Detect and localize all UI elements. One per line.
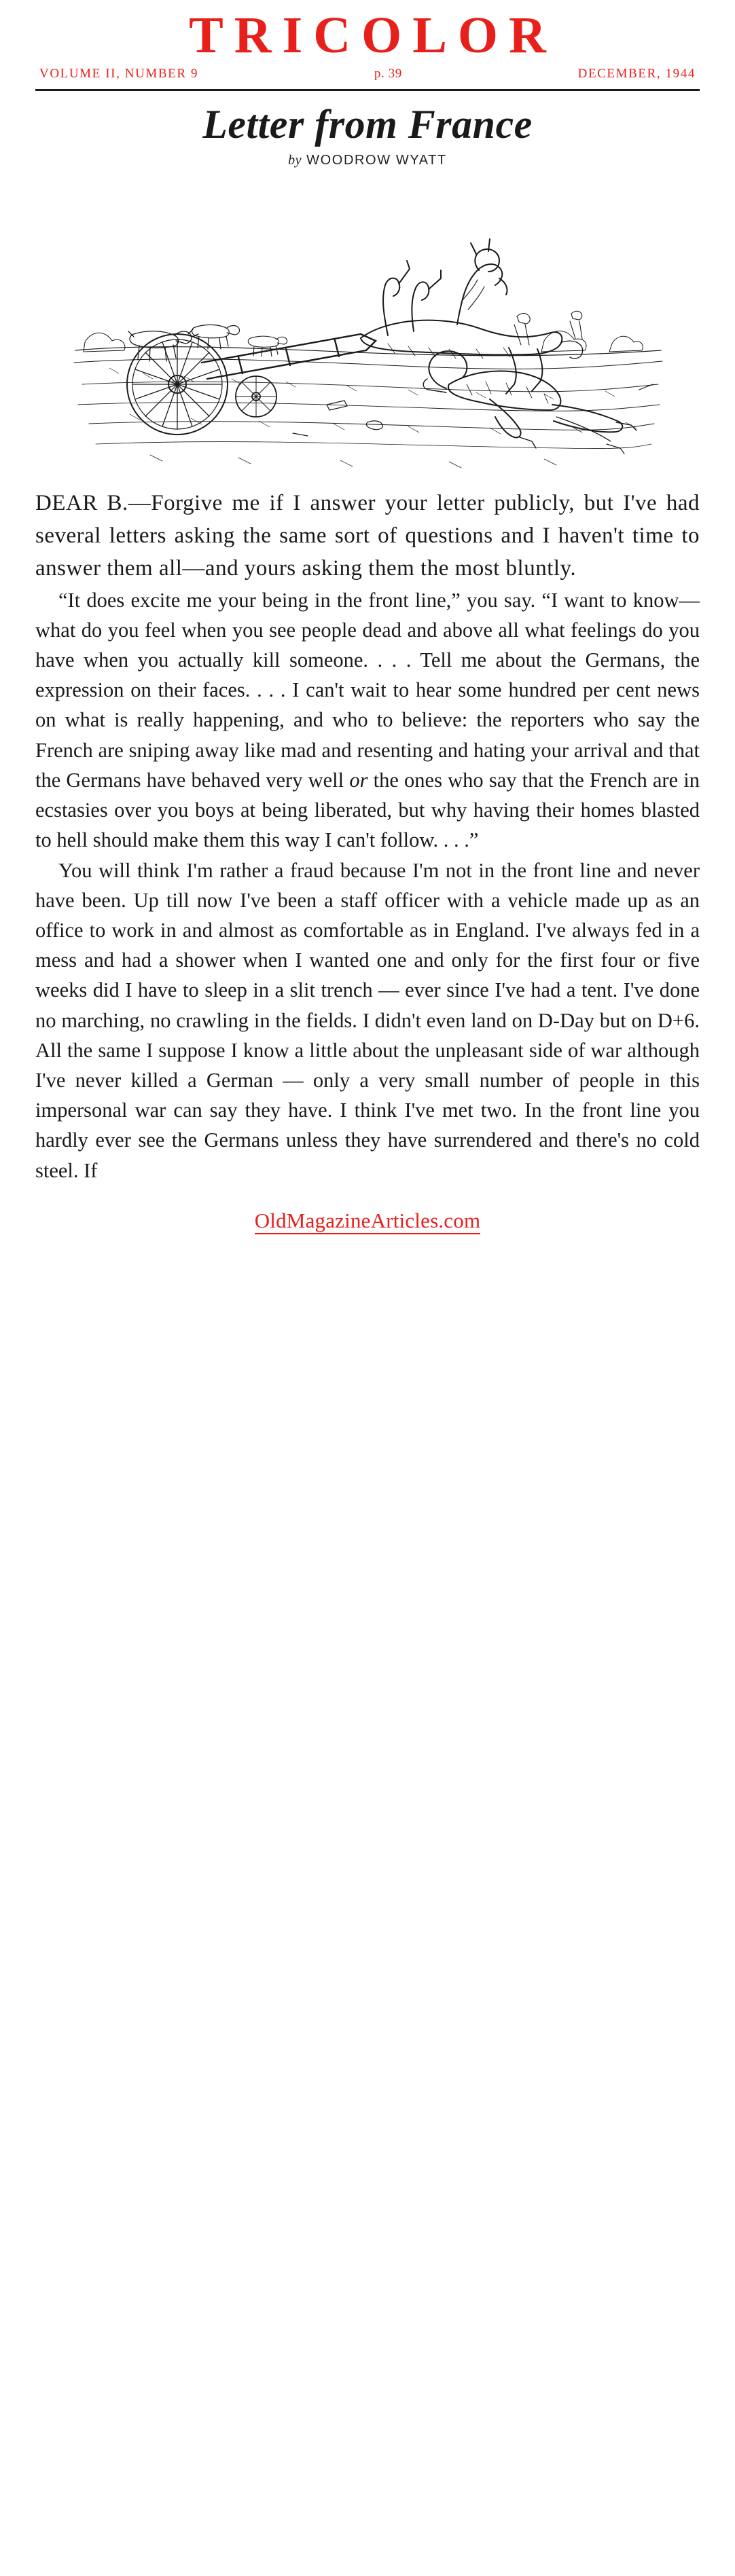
paragraph-3-text: You will think I'm rather a fraud because I'm not in the front line and never have been. Up till now I've been a staff officer with a vehicle made up as an office to work in and almost as comfortable as in England. I've always fed in a mess and had a shower when I wanted one and only for the first four or five weeks did I have to sleep in a slit trench — ever since I've had a tent. I've done no marching, no crawling in the fields. I didn't even land on D-Day but on D+6. All the same I suppose I know a little about the unpleasant side of war although I've never killed a German — only a very small number of people in this impersonal war can say they have. I think I've met two. In the front line you hardly ever see the Germans unless they have surrendered and there's no cold steel. If — [35, 858, 700, 1182]
byline-prefix: by — [288, 153, 302, 168]
article-body — [35, 487, 700, 1185]
article-illustration — [69, 181, 666, 473]
paragraph-3 — [35, 855, 700, 1185]
paragraph-2 — [35, 585, 700, 855]
page-footer — [35, 1209, 700, 1251]
issue-date: DECEMBER, 1944 — [577, 67, 696, 81]
page-number: p. 39 — [374, 67, 402, 81]
article-title: Letter from France — [202, 102, 533, 147]
masthead — [35, 0, 700, 91]
byline — [35, 153, 700, 168]
paragraph-1 — [35, 487, 700, 585]
source-site-link[interactable]: OldMagazineArticles.com — [255, 1209, 481, 1234]
author-name: WOODROW WYATT — [306, 153, 447, 168]
issue-line — [35, 67, 700, 81]
paragraph-1-text: DEAR B.—Forgive me if I answer your letter publicly, but I've had several letters asking the same sort of questions and I haven't time to answer them all—and yours asking them the most bluntly. — [35, 491, 700, 581]
magazine-title: TRICOLOR — [189, 7, 557, 64]
volume-number: VOLUME II, NUMBER 9 — [39, 67, 199, 81]
paragraph-2-text: “It does excite me your being in the front line,” you say. “I want to know—what do you feel when you see people dead and above all what feelings do you have when you actually kill someone. . . . Tell me about the Germans, the expression on their faces. . . . I can't wait to hear some hundred per cent news on what is really happening, and who to believe: the reporters who say the French are sniping away like mad and resenting and hating your arrival and that the Germans have behaved very well or the ones who say that the French are in ecstasies over you boys at being liberated, but why having their homes blasted to hell should make them this way I can't follow. . . .” — [35, 588, 700, 852]
masthead-divider — [35, 89, 700, 91]
